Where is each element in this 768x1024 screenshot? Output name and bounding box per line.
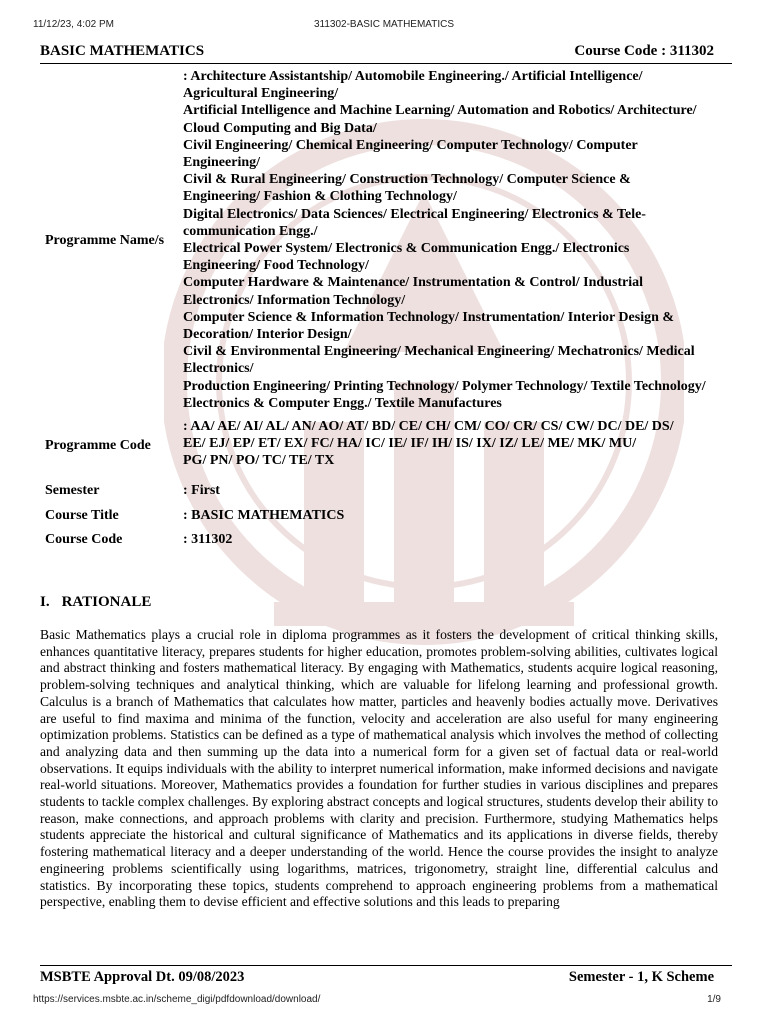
programme-name-line: Computer Hardware & Maintenance/ Instrumentation & Control/ Industrial Electronics/ Information Technology/ <box>183 275 644 308</box>
course-title-value: : BASIC MATHEMATICS <box>183 508 345 523</box>
print-footer <box>0 994 768 1010</box>
programme-code-label: Programme Code <box>45 438 151 454</box>
programme-name-line: : Architecture Assistantship/ Automobile Engineering./ Artificial Intelligence/ Agricultural Engineering/ <box>183 69 643 102</box>
print-doc-title: 311302-BASIC MATHEMATICS <box>313 19 455 30</box>
programme-names-value <box>183 68 735 414</box>
semester-value: : First <box>183 483 220 498</box>
print-page-number: 1/9 <box>707 994 721 1005</box>
print-url[interactable]: https://services.msbte.ac.in/scheme_digi/pdfdownload/download/ <box>33 994 321 1005</box>
subject-title: BASIC MATHEMATICS <box>40 43 205 59</box>
print-header <box>0 14 768 34</box>
programme-code-row <box>45 418 735 474</box>
course-code-row <box>45 528 735 552</box>
course-meta-table <box>45 68 735 552</box>
section-title: RATIONALE <box>61 594 152 610</box>
header-course-code: Course Code : 311302 <box>574 43 714 59</box>
footer-semester: Semester - 1, K Scheme <box>568 969 714 985</box>
programme-name-line: Computer Science & Information Technology/ Instrumentation/ Interior Design & Decoration/ Interior Design/ <box>183 309 675 343</box>
programme-name-line: Digital Electronics/ Data Sciences/ Electrical Engineering/ Electronics & Tele- communication Engg./ <box>183 206 646 239</box>
programme-name-line: Artificial Intelligence and Machine Learning/ Automation and Robotics/ Architecture/ Cloud Computing and Big Data/ <box>183 103 697 136</box>
section-number: I. <box>40 594 50 610</box>
course-title-label: Course Title <box>45 508 119 524</box>
document-footer <box>40 965 732 987</box>
course-title-row <box>45 504 735 528</box>
programme-name-line: Production Engineering/ Printing Technology/ Polymer Technology/ Textile Technology/ Electronics & Computer Engg./ Textile Manufactures <box>183 378 706 411</box>
rationale-paragraph: Basic Mathematics plays a crucial role in diploma programmes as it fosters the development of critical thinking skills, enhances quantitative literacy, prepares students for higher education, promotes problem-solving abilities, cultivates logical and abstract thinking and fosters mathematical literacy. By engaging with Mathematics, students acquire logical reasoning, problem-solving techniques and analytical thinking, which are valuable for lifelong learning and professional growth. Calculus is a branch of Mathematics that calculates how matter, particles and heavenly bodies actually move. Derivatives are useful to find maxima and minima of the function, velocity and acceleration are also useful for many engineering optimization problems. Statistics can be defined as a type of mathematical analysis which involves the method of collecting and analyzing data and then summing up the data into a numerical form for a given set of factual data or real-world observations. It equips individuals with the ability to interpret numerical information, make informed decisions and navigate real-world situations. Moreover, Mathematics provides a foundation for further studies in various disciplines and prepares students to tackle complex challenges. By exploring abstract concepts and logical structures, students develop their ability to reason, make connections, and approach problems with clarity and precision. Furthermore, studying Mathematics helps students appreciate the historical and cultural significance of Mathematics and its applications in diverse fields, thereby fostering mathematical literacy and a deeper understanding of the world. Hence the course provides the insight to analyze engineering problems scientifically using logarithms, matrices, trigonometry, straight line, differential calculus and statistics. By incorporating these topics, students comprehend to approach engineering problems from a mathematical perspective, enabling them to devise efficient and effective solutions and this leads to preparing <box>40 627 718 910</box>
programme-names-row <box>45 68 735 414</box>
document-header <box>40 42 732 64</box>
approval-date: MSBTE Approval Dt. 09/08/2023 <box>40 969 245 985</box>
programme-name-line: Civil Engineering/ Chemical Engineering/ Computer Technology/ Computer Engineering/ <box>183 137 638 171</box>
rationale-heading <box>40 594 151 611</box>
programme-name-line: Electrical Power System/ Electronics & Communication Engg./ Electronics Engineering/ Food Technology/ <box>183 241 630 274</box>
semester-row <box>45 480 735 502</box>
programme-name-line: Civil & Rural Engineering/ Construction Technology/ Computer Science & Engineering/ Fashion & Clothing Technology/ <box>183 172 631 205</box>
semester-label: Semester <box>45 483 100 499</box>
print-datetime: 11/12/23, 4:02 PM <box>33 19 114 30</box>
programme-name-line: Civil & Environmental Engineering/ Mechanical Engineering/ Mechatronics/ Medical Electronics/ <box>183 344 695 377</box>
programme-names-label: Programme Name/s <box>45 233 165 249</box>
course-code-label: Course Code <box>45 532 123 548</box>
programme-code-value: : AA/ AE/ AI/ AL/ AN/ AO/ AT/ BD/ CE/ CH/ CM/ CO/ CR/ CS/ CW/ DC/ DE/ DS/ EE/ EJ/ EP/ ET/ EX/ FC/ HA/ IC/ IE/ IF/ IH/ IS/ IX/ IZ/ LE/ ME/ MK/ MU/ PG/ PN/ PO/ TC/ TE/ TX <box>183 419 674 469</box>
course-code-value: : 311302 <box>183 532 233 547</box>
